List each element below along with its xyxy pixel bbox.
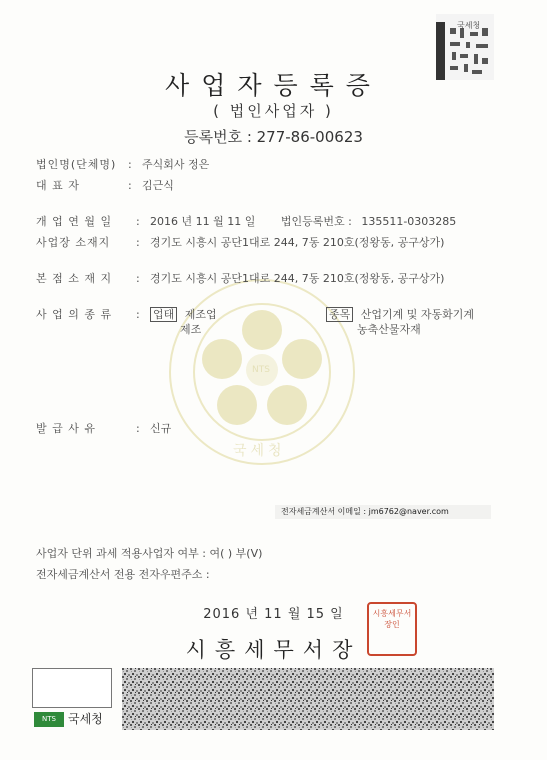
consolidated-tax-line: 사업자 단위 과세 적용사업자 여부 : 여( ) 부(V)	[36, 547, 263, 560]
office-label: 사업장 소재지	[36, 236, 111, 249]
issue-date: 2016 년 11 월 15 일	[203, 607, 344, 622]
issue-value: 신규	[150, 422, 172, 435]
biz-item-row	[326, 306, 474, 322]
official-stamp: 시흥세무서장인	[367, 602, 417, 656]
opening-value: 2016 년 11 월 11 일	[150, 215, 256, 228]
subtitle: ( 법인사업자 )	[213, 102, 334, 120]
biz-category-value: 제조업	[184, 308, 217, 321]
issue-row: 발 급 사 유 : 신규	[36, 422, 172, 435]
email-address-label: 전자세금계산서 전용 전자우편주소 :	[36, 568, 210, 581]
opening-label: 개 업 연 월 일	[36, 215, 113, 228]
ceo-label: 대 표 자	[36, 179, 80, 192]
qr-label: 국세청	[457, 21, 481, 30]
page-title: 사업자등록증	[165, 71, 382, 100]
footer-logo	[34, 710, 103, 727]
biz-category-box: 업태	[150, 307, 177, 322]
hq-label: 본 점 소 재 지	[36, 272, 113, 285]
corp-no-value: 135511-0303285	[361, 215, 457, 228]
biz-item-box: 종목	[326, 307, 353, 322]
seal-text: 국세청	[233, 443, 286, 459]
company-row: 법인명(단체명) : 주식회사 정은	[36, 158, 210, 171]
footer-logo-text: 국세청	[68, 712, 103, 726]
nts-logo-icon: NTS	[34, 712, 64, 727]
ceo-value: 김근식	[142, 179, 174, 192]
email-line: 전자세금계산서 이메일 : jm6762@naver.com	[275, 505, 491, 519]
company-label: 법인명(단체명)	[36, 158, 117, 171]
office-name: 시흥세무서장	[185, 638, 362, 662]
biz-item-value-2: 농축산물자재	[357, 323, 421, 336]
biz-type-row: 사 업 의 종 류 : 업태 제조업	[36, 308, 217, 321]
biz-item-value: 산업기계 및 자동화기계	[360, 308, 475, 321]
office-row: 사업장 소재지 : 경기도 시흥시 공단1대로 244, 7동 210호(정왕동, 공구상가)	[36, 236, 445, 249]
hq-row: 본 점 소 재 지 : 경기도 시흥시 공단1대로 244, 7동 210호(정왕동, 공구상가)	[36, 272, 445, 285]
security-barcode	[122, 668, 494, 730]
blank-box	[32, 668, 112, 708]
company-value: 주식회사 정은	[142, 158, 210, 171]
registration-number: 등록번호 : 277-86-00623	[184, 128, 363, 146]
corp-no-label: 법인등록번호 :	[280, 215, 352, 228]
ceo-row: 대 표 자 : 김근식	[36, 179, 174, 192]
seal-center-text: NTS	[252, 365, 270, 375]
issue-label: 발 급 사 유	[36, 422, 96, 435]
biz-category-value-2: 제조	[180, 323, 202, 336]
opening-row: 개 업 연 월 일 : 2016 년 11 월 11 일 법인등록번호 : 135511-0303285	[36, 215, 457, 228]
biz-type-label: 사 업 의 종 류	[36, 308, 113, 321]
office-value: 경기도 시흥시 공단1대로 244, 7동 210호(정왕동, 공구상가)	[150, 236, 445, 249]
hq-value: 경기도 시흥시 공단1대로 244, 7동 210호(정왕동, 공구상가)	[150, 272, 445, 285]
